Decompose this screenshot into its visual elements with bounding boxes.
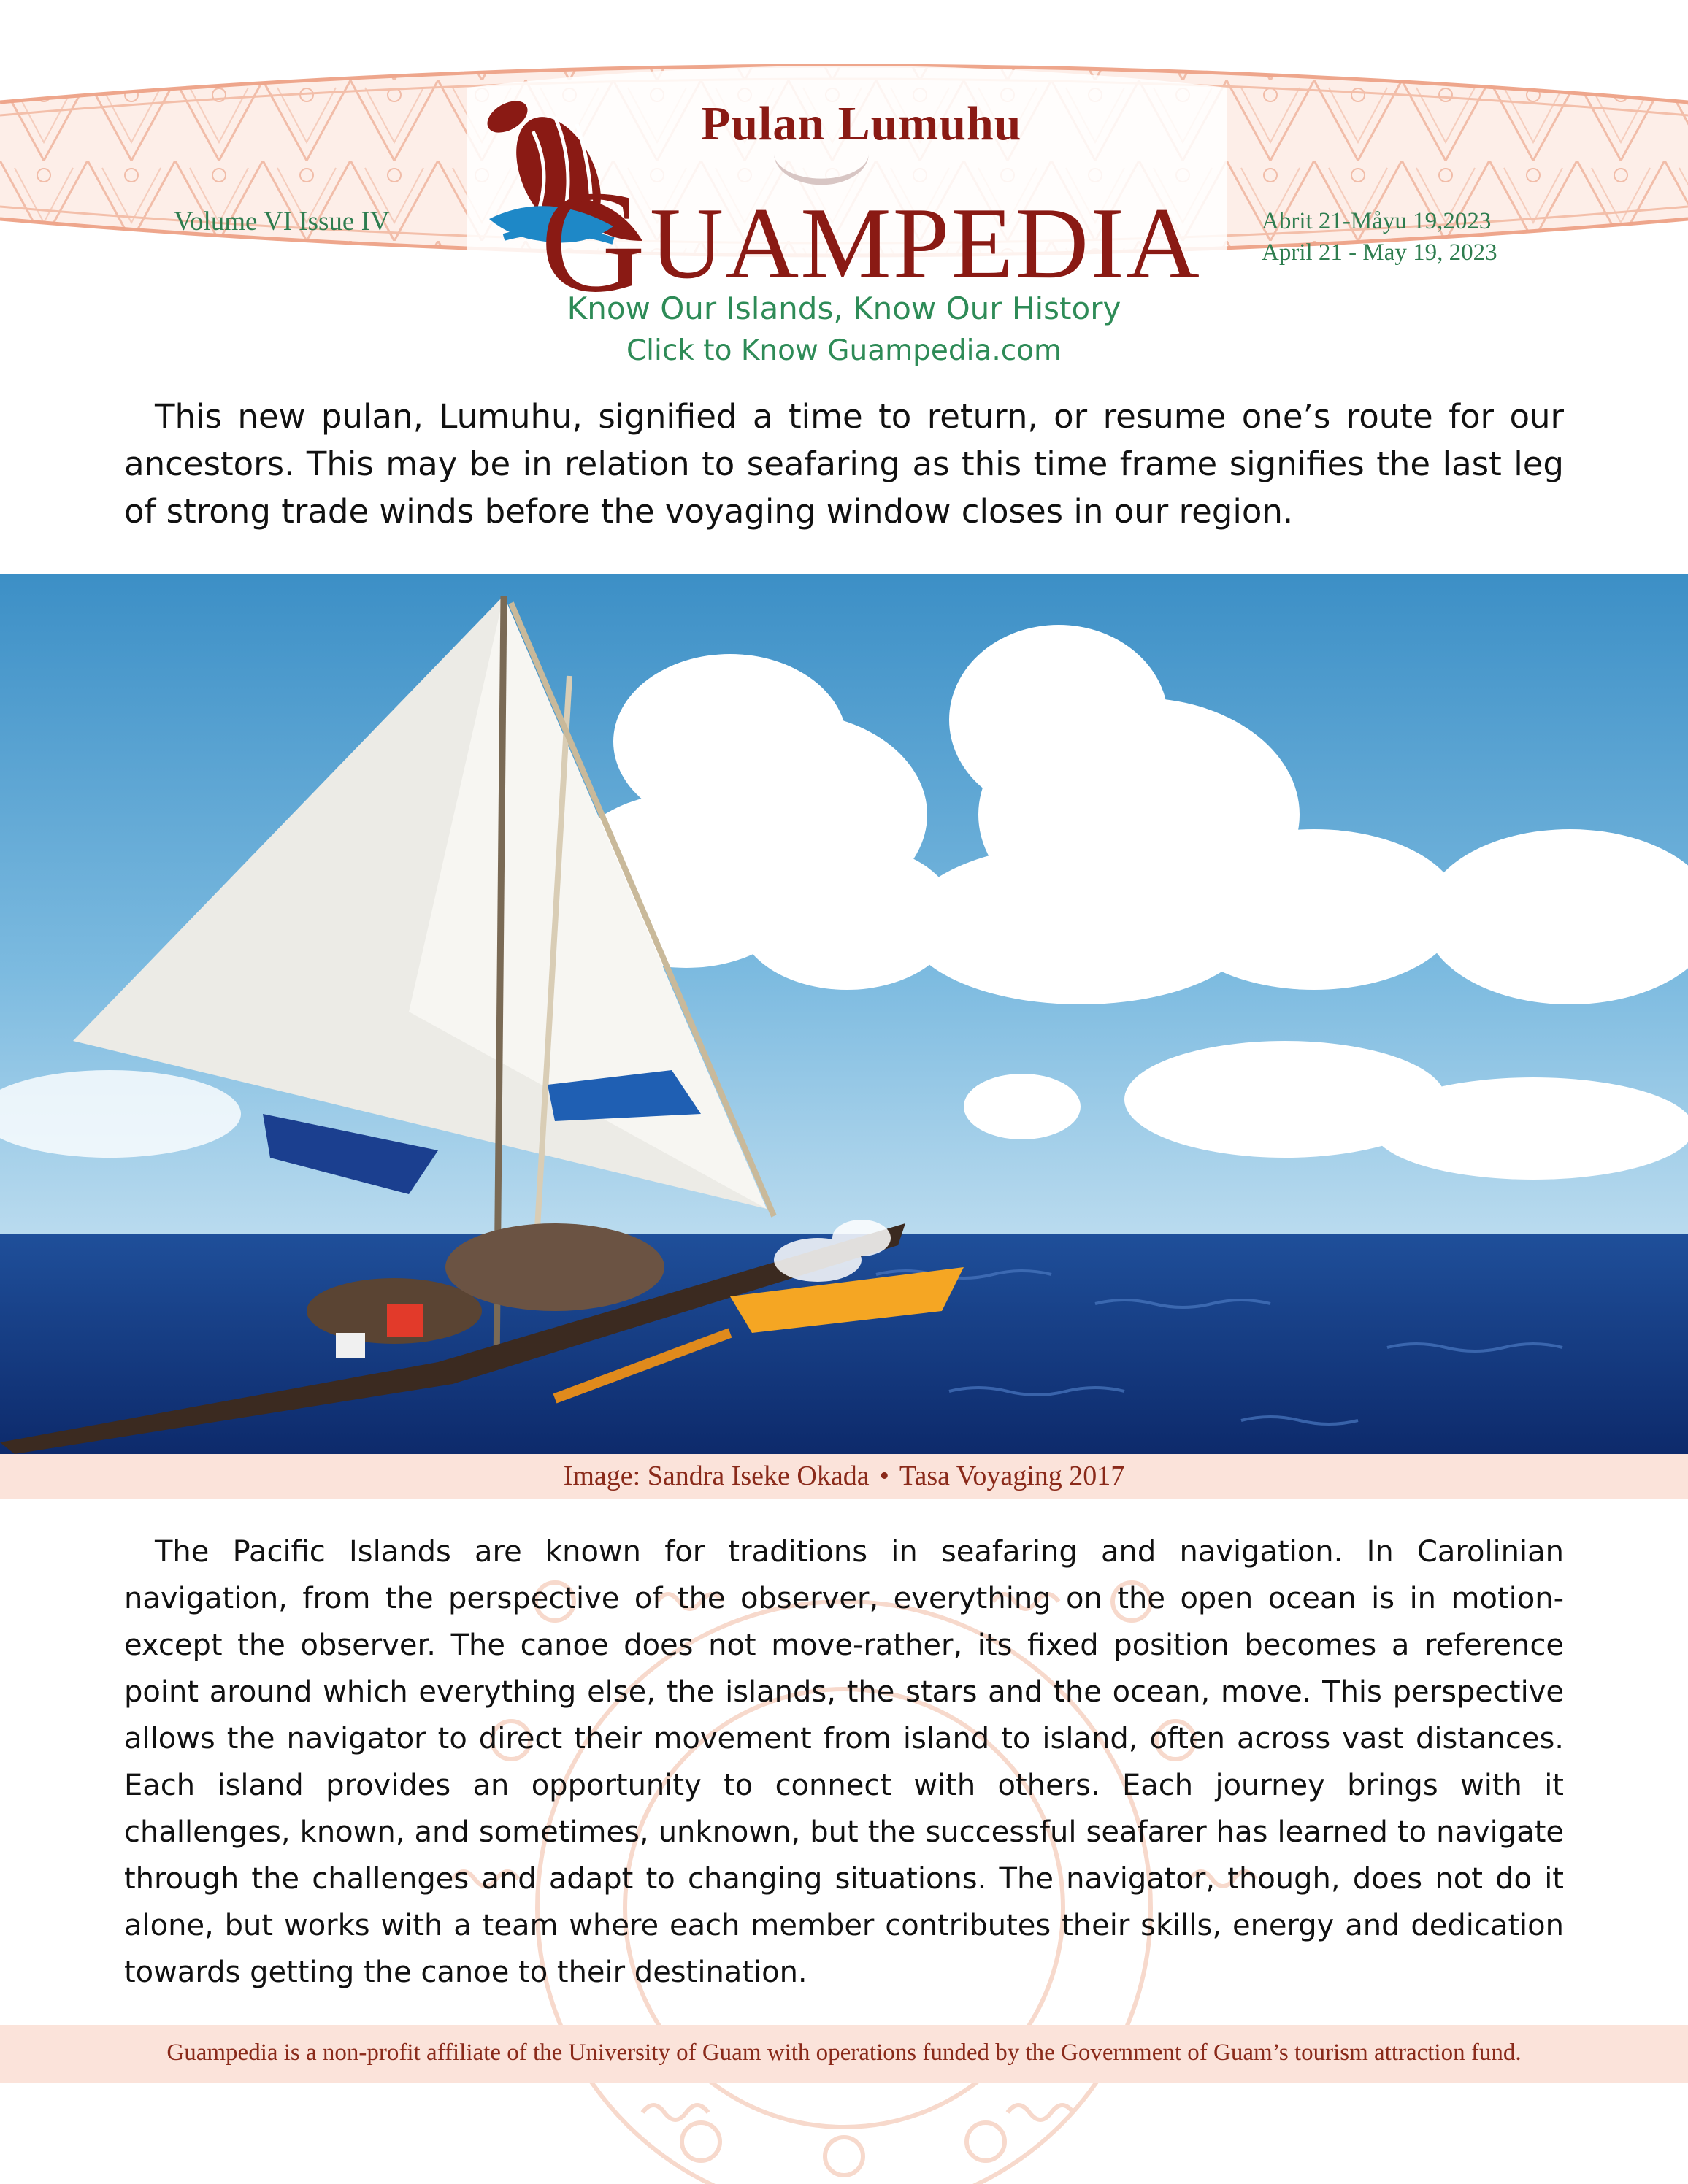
- voyaging-canoe-photo: [0, 574, 1688, 1454]
- photo-caption: [0, 1460, 1688, 1492]
- caption-credit: Image: Sandra Iseke Okada: [563, 1461, 870, 1491]
- body-paragraph: The Pacific Islands are known for traditions in seafaring and navigation. In Carolinian navigation, from the perspective of the observer, everything on the open ocean is in motion-except the observer. The canoe does not move-rather, its fixed position becomes a reference point around which everything else, the islands, the stars and the ocean, move. This perspective allows the navigator to direct their movement from island to island, often across vast distances. Each island provides an opportunity to connect with others. Each journey brings with it challenges, known, and sometimes, unknown, but the successful seafarer has learned to navigate through the challenges and adapt to changing situations. The navigator, though, does not do it alone, but works with a team where each member contributes their skills, energy and dedication towards getting the canoe to their destination.: [124, 1535, 1564, 1989]
- title-rest: UAMPEDIA: [650, 187, 1201, 300]
- month-name: Pulan Lumuhu: [701, 97, 1022, 150]
- issue-dates: [1262, 206, 1497, 269]
- caption-event: Tasa Voyaging 2017: [899, 1461, 1125, 1491]
- caption-separator: •: [879, 1461, 889, 1491]
- volume-issue: Volume VI Issue IV: [174, 207, 390, 237]
- footer-text: Guampedia is a non-profit affiliate of the University of Guam with operations funded by the Government of Guam’s tourism attraction fund.: [166, 2039, 1522, 2066]
- masthead: [0, 0, 1688, 394]
- website-link[interactable]: Click to Know Guampedia.com: [626, 334, 1062, 367]
- footer-bar: [0, 2025, 1688, 2083]
- photo-caption-bar: [0, 1454, 1688, 1499]
- intro-paragraph: This new pulan, Lumuhu, signified a time to return, or resume one’s route for our ancestors. This may be in relation to seafaring as this time frame signifies the last leg of strong trade winds before the voyaging window closes in our region.: [124, 397, 1564, 531]
- date-chamorro: Abrit 21-Måyu 19,2023: [1262, 208, 1492, 234]
- date-english: April 21 - May 19, 2023: [1262, 239, 1497, 266]
- tagline: Know Our Islands, Know Our History: [567, 291, 1121, 326]
- title-initial: G: [540, 161, 646, 323]
